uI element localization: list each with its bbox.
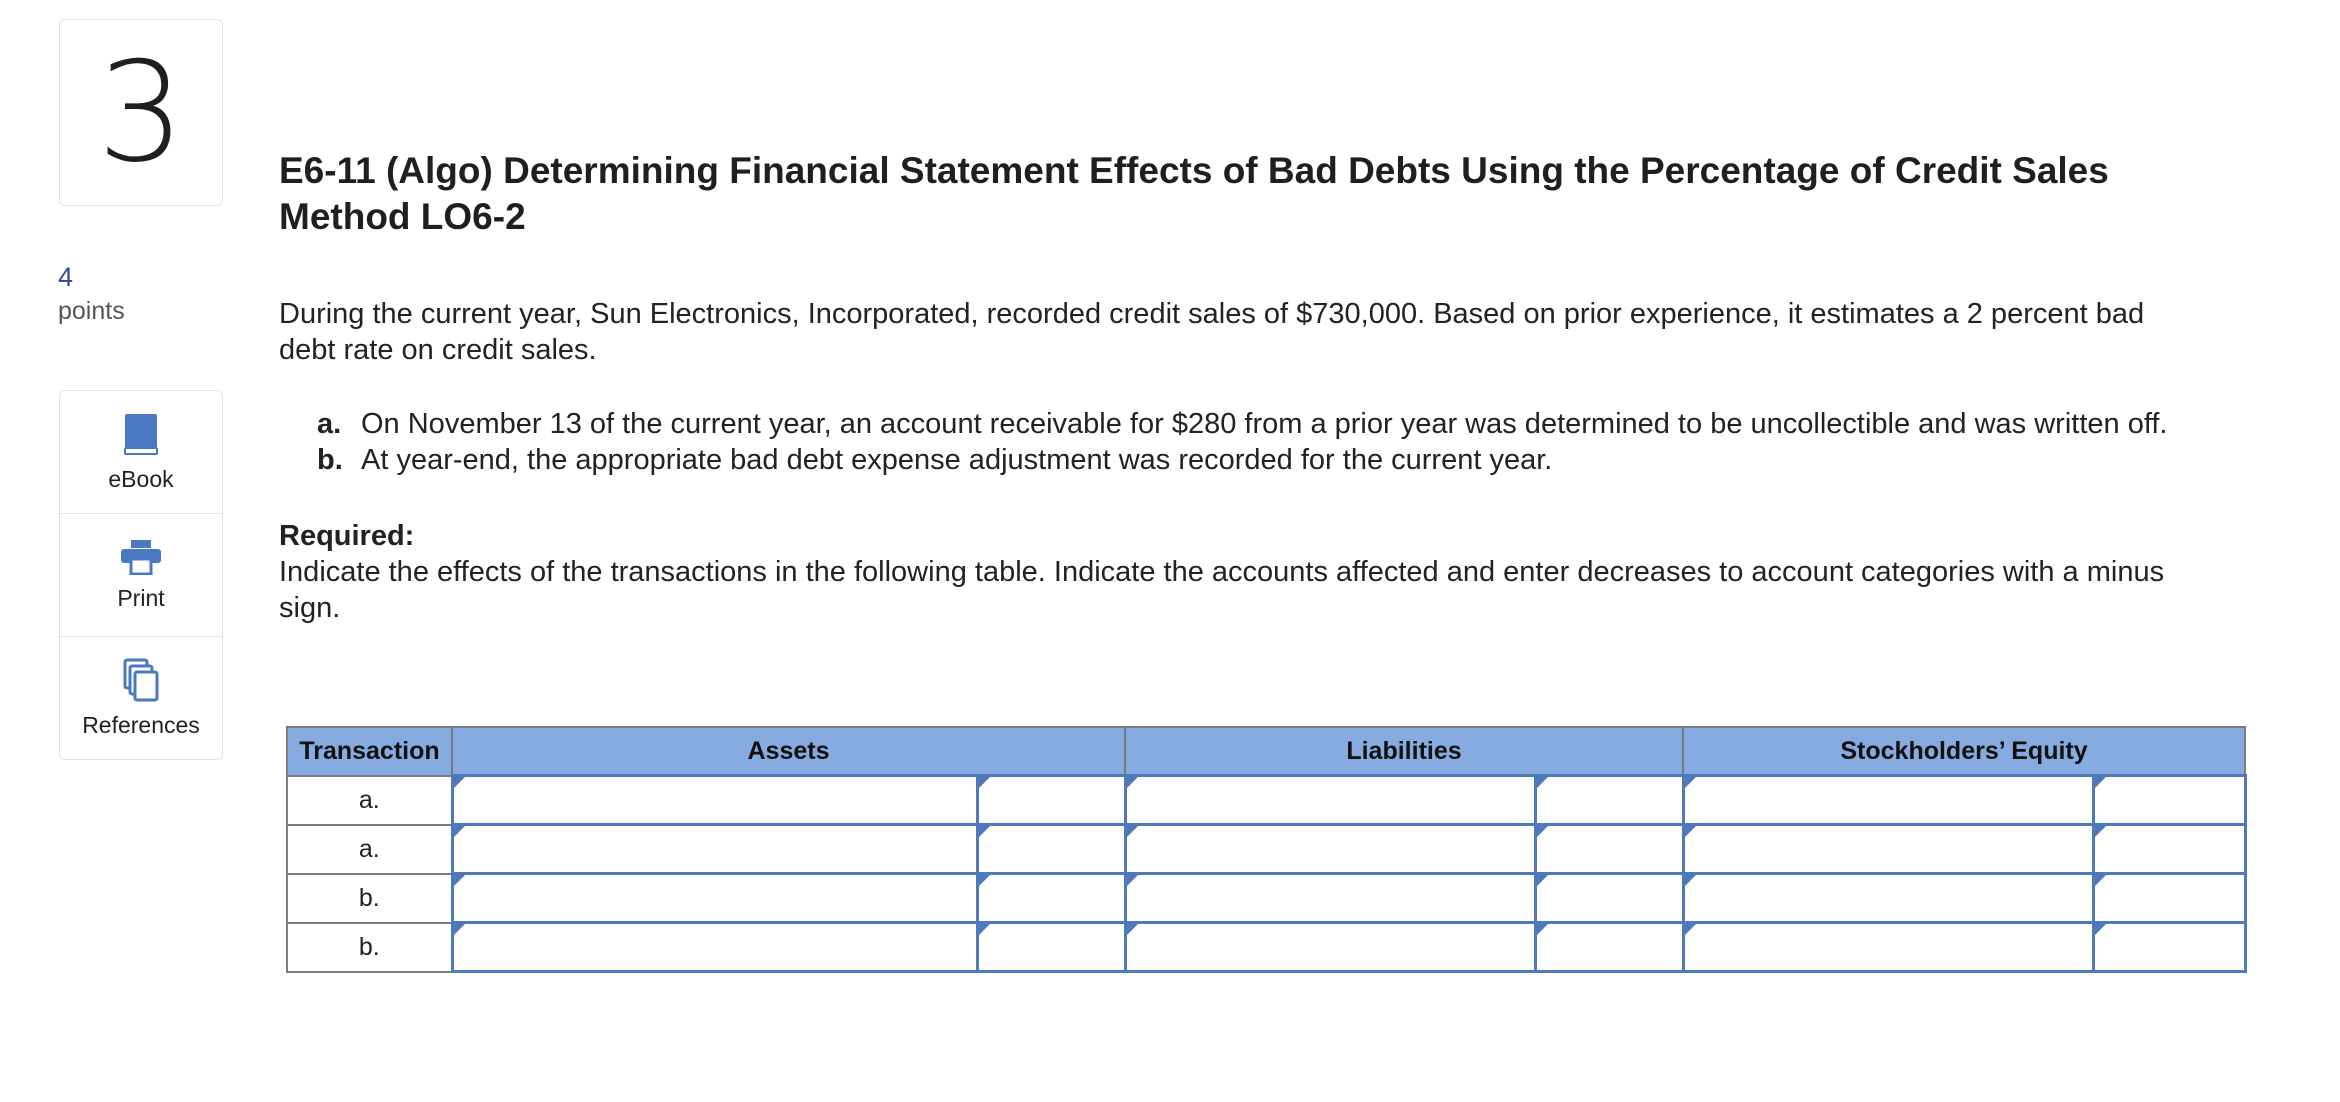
ebook-label: eBook xyxy=(108,465,174,492)
header-stockholders-equity: Stockholders’ Equity xyxy=(1683,727,2245,776)
header-transaction: Transaction xyxy=(287,727,452,776)
table-row xyxy=(287,776,2245,825)
ebook-button[interactable] xyxy=(60,391,222,514)
list-marker: a. xyxy=(317,408,342,440)
liabilities-amount-input[interactable] xyxy=(1535,923,1683,972)
question-content xyxy=(279,148,2199,626)
table-row xyxy=(287,874,2245,923)
assets-account-select[interactable] xyxy=(452,776,977,825)
assets-amount-input[interactable] xyxy=(977,825,1125,874)
equity-account-select[interactable] xyxy=(1683,776,2093,825)
copy-icon xyxy=(123,658,159,702)
liabilities-account-select[interactable] xyxy=(1125,825,1535,874)
points-label: points xyxy=(58,297,125,325)
liabilities-account-select[interactable] xyxy=(1125,923,1535,972)
equity-amount-input[interactable] xyxy=(2093,776,2245,825)
list-item xyxy=(317,442,2199,478)
list-text: At year-end, the appropriate bad debt expense adjustment was recorded for the current year. xyxy=(361,444,1553,476)
transaction-label: a. xyxy=(287,825,452,874)
assets-amount-input[interactable] xyxy=(977,923,1125,972)
required-text: Indicate the effects of the transactions in the following table. Indicate the accounts affected and enter decreases to account categories with a minus sign. xyxy=(279,556,2165,624)
assets-amount-input[interactable] xyxy=(977,776,1125,825)
assets-account-select[interactable] xyxy=(452,825,977,874)
list-text: On November 13 of the current year, an account receivable for $280 from a prior year was determined to be uncollectible and was written off. xyxy=(361,408,2168,440)
required-heading: Required: xyxy=(279,520,415,552)
references-label: References xyxy=(82,712,200,738)
list-item xyxy=(317,406,2199,442)
points-value: 4 xyxy=(58,262,74,292)
liabilities-account-select[interactable] xyxy=(1125,776,1535,825)
tools-panel xyxy=(59,390,223,760)
liabilities-amount-input[interactable] xyxy=(1535,874,1683,923)
transaction-list xyxy=(279,406,2199,478)
liabilities-amount-input[interactable] xyxy=(1535,776,1683,825)
list-marker: b. xyxy=(317,444,343,476)
printer-icon xyxy=(120,539,162,575)
equity-account-select[interactable] xyxy=(1683,874,2093,923)
header-assets: Assets xyxy=(452,727,1125,776)
liabilities-amount-input[interactable] xyxy=(1535,825,1683,874)
effects-table xyxy=(286,726,2247,973)
question-number-box xyxy=(59,19,223,206)
equity-account-select[interactable] xyxy=(1683,825,2093,874)
points-info xyxy=(58,262,125,326)
table-row xyxy=(287,923,2245,972)
table-row xyxy=(287,825,2245,874)
print-button[interactable] xyxy=(60,514,222,637)
transaction-label: a. xyxy=(287,776,452,825)
table-header-row xyxy=(287,727,2245,776)
problem-intro: During the current year, Sun Electronics, Incorporated, recorded credit sales of $730,000. Based on prior experience, it estimates a 2 percent bad debt rate on credit sales. xyxy=(279,298,2145,366)
liabilities-account-select[interactable] xyxy=(1125,874,1535,923)
equity-amount-input[interactable] xyxy=(2093,874,2245,923)
equity-amount-input[interactable] xyxy=(2093,923,2245,972)
assets-amount-input[interactable] xyxy=(977,874,1125,923)
assets-account-select[interactable] xyxy=(452,923,977,972)
transaction-label: b. xyxy=(287,923,452,972)
print-label: Print xyxy=(117,584,165,611)
equity-amount-input[interactable] xyxy=(2093,825,2245,874)
question-number: 3 xyxy=(97,31,185,193)
references-button[interactable] xyxy=(60,637,222,760)
equity-account-select[interactable] xyxy=(1683,923,2093,972)
header-liabilities: Liabilities xyxy=(1125,727,1683,776)
book-icon xyxy=(123,412,159,456)
transaction-label: b. xyxy=(287,874,452,923)
assets-account-select[interactable] xyxy=(452,874,977,923)
problem-title: E6-11 (Algo) Determining Financial Statement Effects of Bad Debts Using the Percentage of Credit Sales Method LO6-2 xyxy=(279,150,2109,237)
